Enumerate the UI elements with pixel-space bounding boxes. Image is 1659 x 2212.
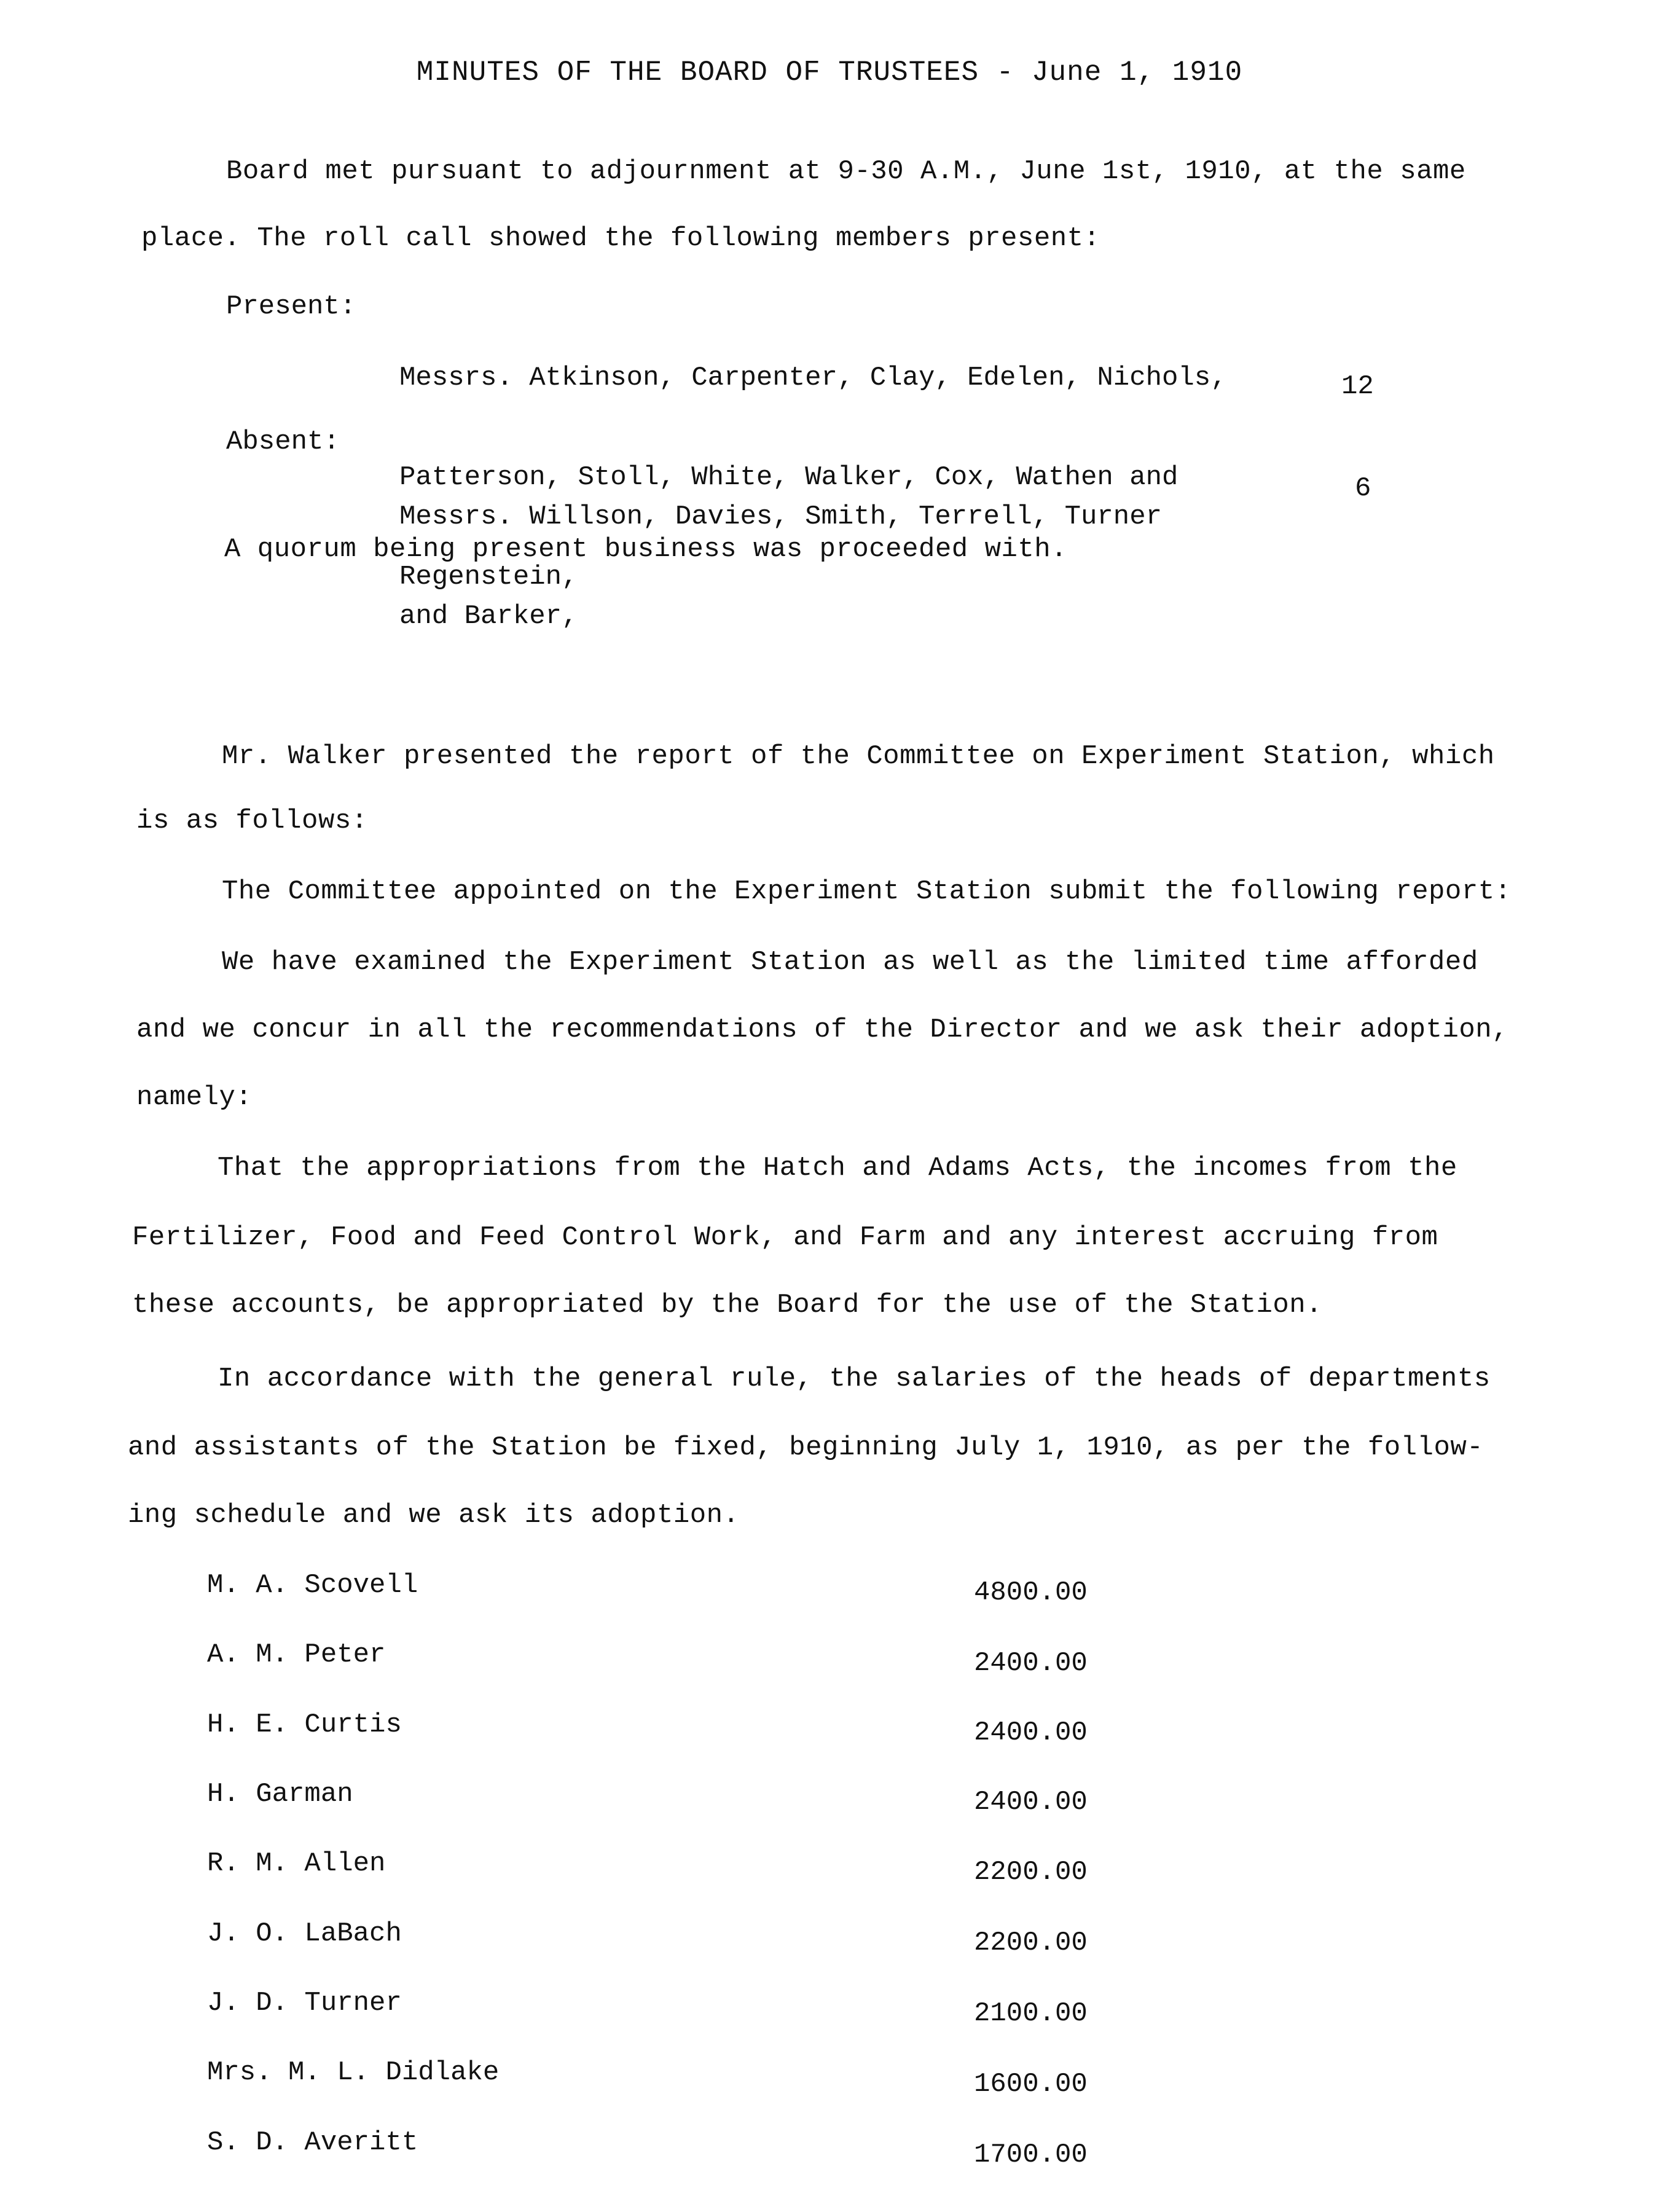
salary-intro-line-1: In accordance with the general rule, the salaries of the heads of departments bbox=[218, 1363, 1491, 1394]
salary-amount: 2100.00 bbox=[974, 1998, 1088, 2029]
present-count: 12 bbox=[1341, 371, 1374, 402]
absent-members bbox=[399, 434, 1162, 699]
present-label: Present: bbox=[226, 291, 356, 322]
salary-name: S. D. Averitt bbox=[207, 2127, 418, 2158]
salary-name: Mrs. M. L. Didlake bbox=[207, 2057, 500, 2088]
salary-name: H. E. Curtis bbox=[207, 1709, 402, 1740]
examined-line-3: namely: bbox=[136, 1082, 253, 1113]
salary-name: H. Garman bbox=[207, 1779, 353, 1810]
salary-name: M. A. Scovell bbox=[207, 1570, 418, 1601]
salary-name: R. M. Allen bbox=[207, 1848, 386, 1879]
salary-amount: 2400.00 bbox=[974, 1787, 1088, 1818]
absent-members-line: Messrs. Willson, Davies, Smith, Terrell, Turner bbox=[399, 501, 1163, 532]
salary-amount: 2400.00 bbox=[974, 1648, 1088, 1679]
salary-amount: 2200.00 bbox=[974, 1857, 1088, 1888]
salary-name: J. D. Turner bbox=[207, 1988, 402, 2018]
present-members-line: Messrs. Atkinson, Carpenter, Clay, Edelen, Nichols, bbox=[399, 363, 1227, 393]
absent-count: 6 bbox=[1355, 473, 1371, 504]
appropriation-line-1: That the appropriations from the Hatch and Adams Acts, the incomes from the bbox=[218, 1153, 1457, 1183]
appropriation-line-3: these accounts, be appropriated by the Board for the use of the Station. bbox=[132, 1290, 1323, 1320]
absent-label: Absent: bbox=[226, 426, 340, 457]
salary-intro-line-3: ing schedule and we ask its adoption. bbox=[128, 1500, 740, 1531]
report-intro-line-1: Mr. Walker presented the report of the Committee on Experiment Station, which bbox=[222, 741, 1495, 772]
salary-amount: 4800.00 bbox=[974, 1577, 1088, 1608]
salary-name: A. M. Peter bbox=[207, 1639, 386, 1670]
present-members-line: Regenstein, bbox=[399, 562, 578, 592]
committee-line: The Committee appointed on the Experiment Station submit the following report: bbox=[222, 876, 1512, 907]
intro-line-2: place. The roll call showed the following members present: bbox=[141, 223, 1100, 254]
report-intro-line-2: is as follows: bbox=[136, 806, 368, 836]
present-members-line: Patterson, Stoll, White, Walker, Cox, Wathen and bbox=[399, 462, 1179, 493]
salary-intro-line-2: and assistants of the Station be fixed, beginning July 1, 1910, as per the follow- bbox=[128, 1432, 1484, 1463]
salary-amount: 2400.00 bbox=[974, 1717, 1088, 1748]
intro-line-1: Board met pursuant to adjournment at 9-30 A.M., June 1st, 1910, at the same bbox=[226, 156, 1466, 187]
appropriation-line-2: Fertilizer, Food and Feed Control Work, and Farm and any interest accruing from bbox=[132, 1222, 1438, 1253]
salary-amount: 2200.00 bbox=[974, 1928, 1088, 1958]
absent-members-line: and Barker, bbox=[399, 601, 578, 632]
page-title: MINUTES OF THE BOARD OF TRUSTEES - June 1, 1910 bbox=[416, 57, 1243, 88]
quorum-line: A quorum being present business was proceeded with. bbox=[224, 534, 1068, 565]
salary-name: J. O. LaBach bbox=[207, 1918, 402, 1949]
examined-line-2: and we concur in all the recommendations of the Director and we ask their adoption, bbox=[136, 1014, 1509, 1045]
salary-amount: 1600.00 bbox=[974, 2069, 1088, 2100]
salary-amount: 1700.00 bbox=[974, 2139, 1088, 2170]
examined-line-1: We have examined the Experiment Station as well as the limited time afforded bbox=[222, 947, 1478, 978]
